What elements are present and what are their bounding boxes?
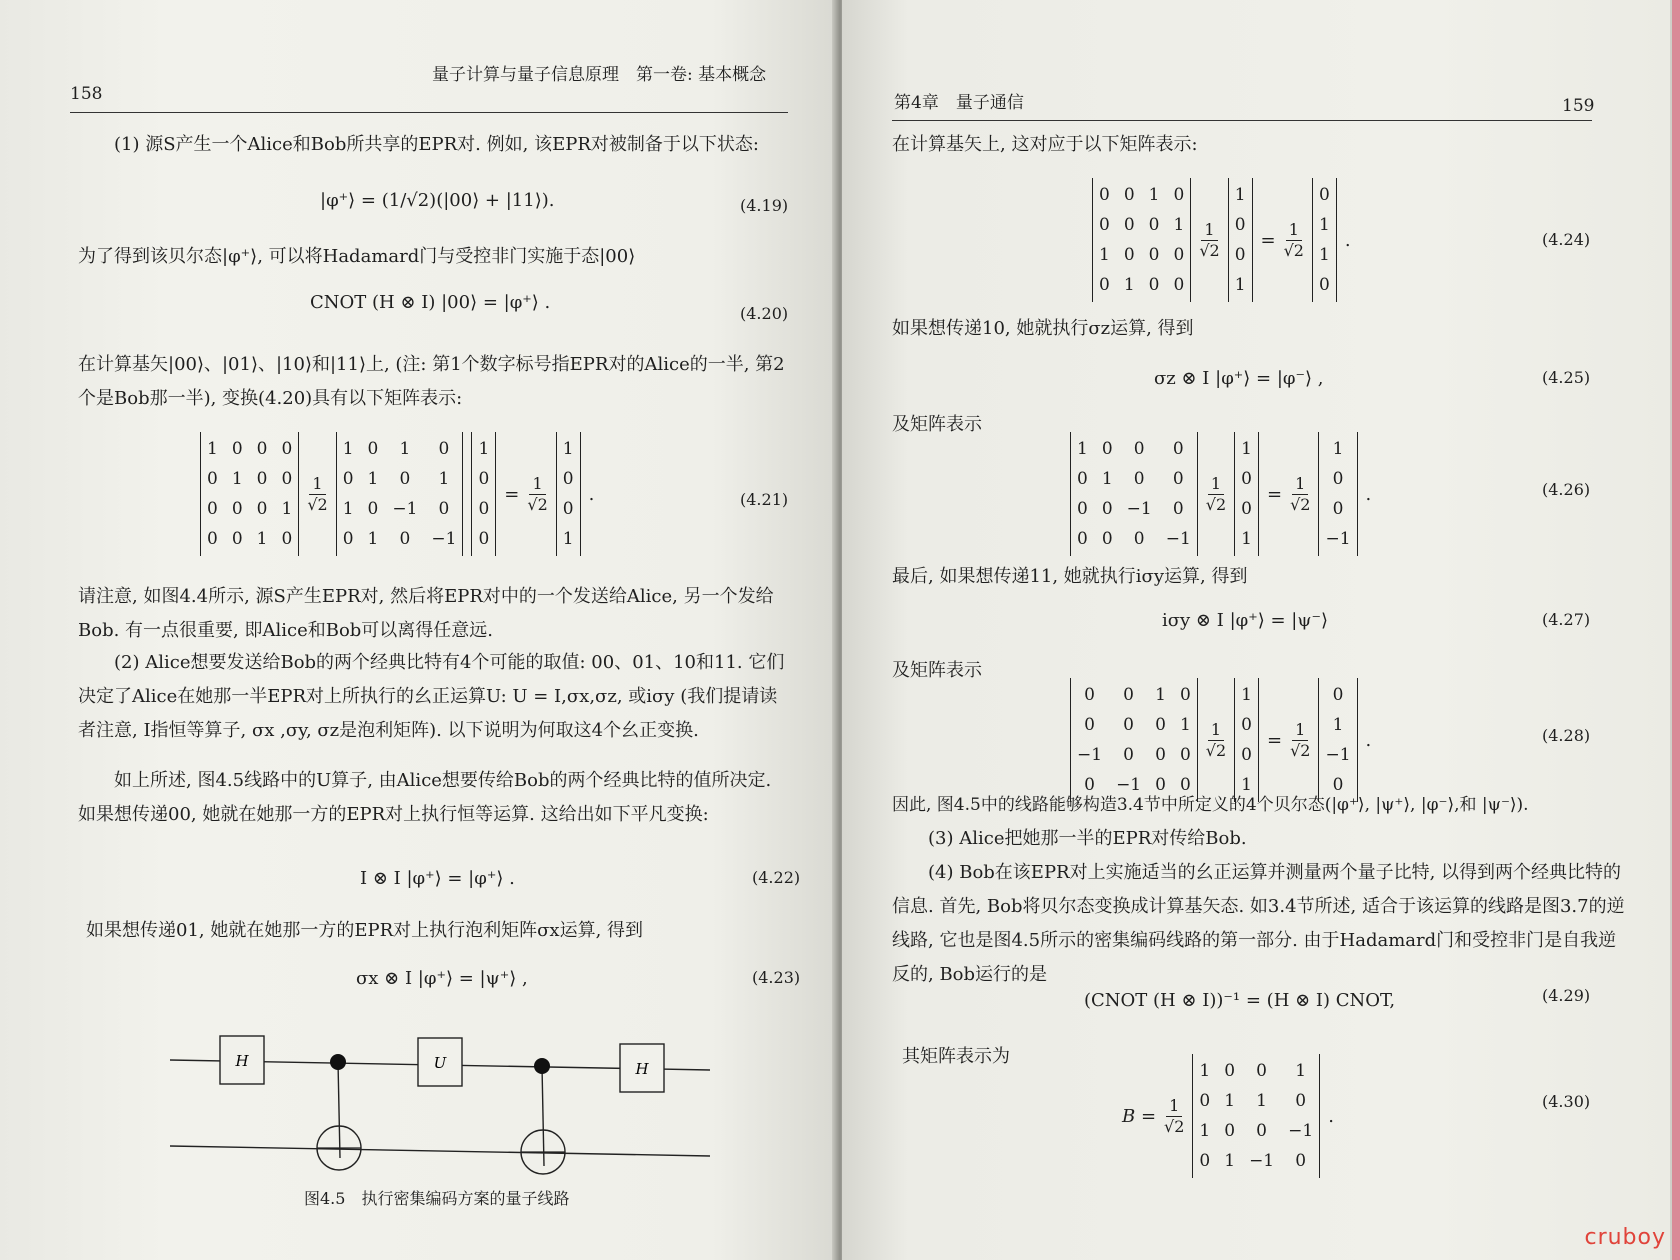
- matrix-entry: 0: [478, 529, 490, 549]
- matrix-entry: 0: [1084, 775, 1095, 795]
- matrix-entry: 1: [478, 439, 490, 459]
- matrix-entry: 0: [1123, 685, 1134, 705]
- matrix-entry: 0: [1148, 275, 1160, 295]
- matrix-entry: −1: [1325, 529, 1351, 549]
- paragraph: (2) Alice想要发送给Bob的两个经典比特有4个可能的取值: 00、01、10和11. 它们决定了Alice在她那一半EPR对上所执行的幺正运算U: U = I,σx,σz, 或iσy (我们提请读者注意, I指恒等算子, σx ,σy, σz是泡利矩阵). 以下说明为何取这4个幺正变换.: [78, 652, 785, 741]
- matrix-entry: 0: [1173, 245, 1185, 265]
- equation: iσy ⊗ I |φ⁺⟩ = |ψ⁻⟩: [1162, 610, 1328, 631]
- paragraph: 在计算基矢上, 这对应于以下矩阵表示:: [892, 134, 1198, 155]
- matrix-entry: 0: [1101, 529, 1113, 549]
- watermark: cruboy: [1584, 1225, 1666, 1250]
- matrix-entry: 0: [1101, 499, 1113, 519]
- equation-number: (4.19): [740, 196, 789, 215]
- equation-number: (4.29): [1542, 986, 1591, 1005]
- paragraph: 如果想传递10, 她就执行σz运算, 得到: [892, 318, 1194, 339]
- right-page: [842, 0, 1670, 1260]
- matrix-entry: 0: [1241, 715, 1252, 735]
- equation: I ⊗ I |φ⁺⟩ = |φ⁺⟩ .: [360, 868, 515, 889]
- vector: [471, 432, 496, 556]
- matrix-entry: 0: [1241, 499, 1252, 519]
- fraction: $\frac{1}{√2}$: [1290, 473, 1311, 514]
- matrix-entry: 0: [1077, 469, 1088, 489]
- paragraph: 为了得到该贝尔态|φ⁺⟩, 可以将Hadamard门与受控非门实施于态|00⟩: [78, 246, 636, 267]
- paragraph: 及矩阵表示: [892, 660, 982, 681]
- matrix-entry: 0: [438, 499, 450, 519]
- matrix-entry: 0: [1199, 1091, 1211, 1111]
- matrix-entry: 0: [1172, 499, 1184, 519]
- matrix-entry: 1: [1295, 1061, 1307, 1081]
- paragraph: (4) Bob在该EPR对上实施适当的幺正运算并测量两个量子比特, 以得到两个经典比特的信息. 首先, Bob将贝尔态变换成计算基矢态. 如3.4节所述, 适合于该运算的线路是图3.7的逆线路, 它也是图4.5所示的密集编码线路的第一部分. 由于Hadamard门和受控非门是自我逆反的, Bob运行的是: [892, 862, 1625, 985]
- matrix-entry: 0: [342, 469, 354, 489]
- equation-number: (4.30): [1542, 1092, 1591, 1111]
- vector: [1234, 678, 1259, 802]
- paragraph: 在计算基矢|00⟩、|01⟩、|10⟩和|11⟩上, (注: 第1个数字标号指EPR对的Alice的一半, 第2个是Bob那一半), 变换(4.20)具有以下矩阵表示:: [78, 354, 785, 409]
- matrix-entry: 0: [1241, 745, 1252, 765]
- matrix-entry: −1: [1288, 1121, 1314, 1141]
- matrix-entry: 1: [1224, 1091, 1236, 1111]
- matrix: [1070, 678, 1198, 802]
- matrix-entry: 1: [1101, 469, 1113, 489]
- matrix-entry: 1: [367, 529, 379, 549]
- matrix-entry: 0: [1295, 1151, 1307, 1171]
- matrix-entry: 0: [1179, 775, 1191, 795]
- matrix-entry: 0: [1234, 215, 1246, 235]
- paragraph: 因此, 图4.5中的线路能够构造3.4节中所定义的4个贝尔态(|φ⁺⟩, |ψ⁺⟩, |φ⁻⟩,和 |ψ⁻⟩).: [892, 795, 1529, 815]
- equation-number: (4.27): [1542, 610, 1591, 629]
- fraction: $\frac{1}{√2}$: [1283, 219, 1304, 260]
- matrix: [1192, 1054, 1320, 1178]
- matrix-entry: 1: [1148, 185, 1160, 205]
- matrix-entry: 0: [1256, 1121, 1267, 1141]
- matrix-entry: 1: [1318, 245, 1330, 265]
- matrix-entry: 0: [281, 469, 293, 489]
- paragraph: 如上所述, 图4.5线路中的U算子, 由Alice想要传给Bob的两个经典比特的值所决定. 如果想传递00, 她就在她那一方的EPR对上执行恒等运算. 这给出如下平凡变换:: [78, 770, 772, 825]
- matrix-entry: 1: [342, 439, 354, 459]
- matrix-entry: 1: [367, 469, 379, 489]
- matrix-entry: 1: [1241, 529, 1252, 549]
- matrix-entry: 0: [1123, 745, 1134, 765]
- fraction: $\frac{1}{√2}$: [527, 473, 548, 514]
- matrix-entry: 0: [1148, 215, 1160, 235]
- matrix-entry: 0: [1123, 715, 1134, 735]
- equation-number: (4.26): [1542, 480, 1591, 499]
- equation: CNOT (H ⊗ I) |00⟩ = |φ⁺⟩ .: [310, 292, 551, 313]
- matrix-entry: 1: [1077, 439, 1088, 459]
- matrix-entry: 0: [399, 469, 411, 489]
- matrix-entry: 0: [562, 469, 574, 489]
- equation-number: (4.20): [740, 304, 789, 323]
- matrix-entry: 0: [1241, 469, 1252, 489]
- matrix-entry: 0: [1179, 685, 1191, 705]
- paragraph: 最后, 如果想传递11, 她就执行iσy运算, 得到: [892, 566, 1248, 587]
- matrix-entry: 0: [1133, 529, 1145, 549]
- matrix-entry: −1: [1116, 775, 1142, 795]
- matrix-entry: 0: [1173, 275, 1185, 295]
- matrix-entry: 1: [1256, 1091, 1267, 1111]
- quantum-circuit-figure: [160, 1020, 720, 1180]
- matrix-entry: 1: [1199, 1121, 1211, 1141]
- matrix-entry: −1: [1126, 499, 1152, 519]
- matrix-equation-4-24: 0 0 1 0 0 0 0 1 1 0 0 0 0 1 0 0 $\frac{1}{√2}$ 1 0 0 1 = $\frac{1}{√2}$ 0 1 1 0 .: [1092, 178, 1351, 302]
- matrix-entry: 1: [342, 499, 354, 519]
- matrix-entry: 0: [1155, 745, 1166, 765]
- matrix-entry: 1: [1318, 215, 1330, 235]
- matrix-entry: 0: [1256, 1061, 1267, 1081]
- matrix-entry: 0: [1234, 245, 1246, 265]
- matrix-entry: 1: [399, 439, 411, 459]
- matrix-entry: 0: [1295, 1091, 1307, 1111]
- matrix-entry: 1: [1241, 685, 1252, 705]
- matrix-entry: −1: [1325, 745, 1351, 765]
- control-dot: [534, 1058, 550, 1074]
- matrix-entry: 1: [1224, 1151, 1236, 1171]
- matrix-entry: 0: [1133, 439, 1145, 459]
- matrix-entry: 0: [1224, 1061, 1236, 1081]
- equation-number: (4.22): [752, 868, 801, 887]
- matrix-entry: 0: [1101, 439, 1113, 459]
- matrix-entry: 0: [1148, 245, 1160, 265]
- matrix-entry: 0: [281, 529, 293, 549]
- matrix-entry: 0: [1133, 469, 1145, 489]
- matrix-entry: 0: [367, 439, 379, 459]
- matrix-entry: 0: [207, 529, 218, 549]
- vector: [1234, 432, 1259, 556]
- matrix-entry: 1: [1155, 685, 1166, 705]
- matrix-entry: 0: [478, 469, 490, 489]
- fraction: $\frac{1}{√2}$: [1199, 219, 1220, 260]
- matrix-entry: 1: [1199, 1061, 1211, 1081]
- matrix-entry: 0: [1077, 529, 1088, 549]
- equation-number: (4.25): [1542, 368, 1591, 387]
- matrix-entry: 1: [1234, 275, 1246, 295]
- matrix-entry: −1: [431, 529, 457, 549]
- matrix-entry: 1: [231, 469, 243, 489]
- matrix-entry: 0: [1084, 685, 1095, 705]
- matrix-entry: 0: [1084, 715, 1095, 735]
- paragraph: (1) 源S产生一个Alice和Bob所共享的EPR对. 例如, 该EPR对被制备于以下状态:: [114, 134, 759, 155]
- matrix-entry: 1: [1241, 775, 1252, 795]
- matrix-entry: 1: [1332, 715, 1344, 735]
- matrix-equation-4-21: 1 0 0 0 0 1 0 0 0 0 0 1 0 0 1 0 $\frac{1}{√2}$ 1 0 1 0 0 1 0 1 1 0 −1 0 0 1 0 −1 1 0 0 0 = $\frac{1}{√2}$ 1 0 0 1 .: [200, 432, 594, 556]
- vector: [1318, 432, 1357, 556]
- matrix: [200, 432, 299, 556]
- matrix-entry: 0: [256, 499, 268, 519]
- matrix-entry: 1: [438, 469, 450, 489]
- matrix-entry: 0: [1099, 215, 1110, 235]
- paragraph: (3) Alice把她那一半的EPR对传给Bob.: [928, 828, 1247, 849]
- left-page: [0, 0, 838, 1260]
- matrix-entry: 0: [1173, 185, 1185, 205]
- matrix-entry: 0: [207, 499, 218, 519]
- equation-number: (4.28): [1542, 726, 1591, 745]
- matrix-entry: 0: [256, 469, 268, 489]
- matrix-entry: −1: [392, 499, 418, 519]
- matrix-entry: 0: [1318, 275, 1330, 295]
- equation: (CNOT (H ⊗ I))⁻¹ = (H ⊗ I) CNOT,: [1084, 990, 1396, 1011]
- equation-number: (4.23): [752, 968, 801, 987]
- figure-caption: 图4.5 执行密集编码方案的量子线路: [304, 1189, 570, 1208]
- matrix-entry: 0: [1099, 275, 1110, 295]
- running-head: 量子计算与量子信息原理 第一卷: 基本概念: [432, 65, 767, 85]
- matrix-entry: 1: [562, 529, 574, 549]
- matrix-entry: 0: [1224, 1121, 1236, 1141]
- vector: [1228, 178, 1253, 302]
- matrix-entry: 0: [1099, 185, 1110, 205]
- matrix-entry: 1: [1332, 439, 1344, 459]
- paragraph: 请注意, 如图4.4所示, 源S产生EPR对, 然后将EPR对中的一个发送给Alice, 另一个发给Bob. 有一点很重要, 即Alice和Bob可以离得任意远.: [78, 586, 774, 641]
- paragraph: 如果想传递01, 她就在她那一方的EPR对上执行泡利矩阵σx运算, 得到: [86, 920, 644, 941]
- matrix-entry: 1: [1173, 215, 1185, 235]
- gate-label: H: [235, 1052, 249, 1070]
- paragraph: 其矩阵表示为: [902, 1046, 1010, 1067]
- matrix-entry: 1: [1234, 185, 1246, 205]
- matrix-equation-4-30: B = $\frac{1}{√2}$ 1 0 0 1 0 1 1 0 1 0 0 −1 0 1 −1 0 .: [1122, 1054, 1334, 1178]
- equation-number: (4.24): [1542, 230, 1591, 249]
- matrix-entry: 0: [256, 439, 268, 459]
- fraction: $\frac{1}{√2}$: [1205, 719, 1227, 760]
- matrix-entry: 0: [1332, 685, 1344, 705]
- matrix-entry: 0: [1155, 775, 1166, 795]
- matrix-entry: −1: [1249, 1151, 1275, 1171]
- matrix-entry: 0: [367, 499, 379, 519]
- fraction: $\frac{1}{√2}$: [307, 473, 328, 514]
- matrix-entry: 1: [207, 439, 218, 459]
- matrix-entry: 0: [1199, 1151, 1211, 1171]
- vector: [1318, 678, 1357, 802]
- matrix-entry: 0: [1332, 469, 1344, 489]
- matrix-entry: 0: [399, 529, 411, 549]
- matrix-entry: 0: [1172, 469, 1184, 489]
- matrix-entry: 0: [1172, 439, 1184, 459]
- matrix-entry: 0: [231, 499, 243, 519]
- chapter-head: 第4章 量子通信: [894, 93, 1024, 113]
- matrix-entry: 0: [342, 529, 354, 549]
- equation: |φ⁺⟩ = (1/√2)(|00⟩ + |11⟩).: [320, 190, 555, 211]
- matrix-entry: 1: [1179, 715, 1191, 735]
- matrix-entry: 0: [1155, 715, 1166, 735]
- equation: σz ⊗ I |φ⁺⟩ = |φ⁻⟩ ,: [1154, 368, 1324, 389]
- matrix-entry: 1: [1241, 439, 1252, 459]
- matrix-entry: 1: [1123, 275, 1135, 295]
- matrix-entry: 0: [1077, 499, 1088, 519]
- matrix-entry: 0: [207, 469, 218, 489]
- matrix-entry: 0: [1318, 185, 1330, 205]
- matrix-entry: 0: [562, 499, 574, 519]
- matrix: [336, 432, 464, 556]
- matrix: [1070, 432, 1198, 556]
- header-rule: [70, 112, 788, 113]
- matrix-entry: −1: [1077, 745, 1103, 765]
- matrix-entry: 0: [1332, 499, 1344, 519]
- matrix-entry: 0: [231, 529, 243, 549]
- fraction: $\frac{1}{√2}$: [1290, 719, 1311, 760]
- matrix-entry: 0: [478, 499, 490, 519]
- matrix-entry: 0: [1123, 215, 1135, 235]
- matrix-entry: 0: [1179, 745, 1191, 765]
- matrix-entry: 1: [1099, 245, 1110, 265]
- matrix-entry: 0: [231, 439, 243, 459]
- matrix-equation-4-26: 1 0 0 0 0 1 0 0 0 0 −1 0 0 0 0 −1 $\frac{1}{√2}$ 1 0 0 1 = $\frac{1}{√2}$ 1 0 0 −1 .: [1070, 432, 1371, 556]
- matrix-equation-4-28: 0 0 1 0 0 0 0 1 −1 0 0 0 0 −1 0 0 $\frac{1}{√2}$ 1 0 0 1 = $\frac{1}{√2}$ 0 1 −1 0 .: [1070, 678, 1371, 802]
- fraction: $\frac{1}{√2}$: [1205, 473, 1227, 514]
- matrix-entry: 0: [1123, 185, 1135, 205]
- equation: σx ⊗ I |φ⁺⟩ = |ψ⁺⟩ ,: [356, 968, 528, 989]
- matrix-entry: 1: [256, 529, 268, 549]
- matrix-entry: 0: [438, 439, 450, 459]
- matrix-entry: 0: [1332, 775, 1344, 795]
- vector: [556, 432, 581, 556]
- matrix-entry: 1: [281, 499, 293, 519]
- fraction: $\frac{1}{√2}$: [1164, 1095, 1185, 1136]
- page-number: 158: [70, 84, 103, 104]
- control-dot: [330, 1054, 346, 1070]
- matrix-entry: 0: [1123, 245, 1135, 265]
- page-number: 159: [1562, 96, 1595, 116]
- equation-number: (4.21): [740, 490, 789, 509]
- page-edge: [1672, 0, 1680, 1260]
- gate-label: H: [635, 1060, 649, 1078]
- gate-label: U: [433, 1054, 447, 1072]
- matrix-entry: 1: [562, 439, 574, 459]
- matrix-entry: −1: [1165, 529, 1191, 549]
- vector: [1312, 178, 1337, 302]
- paragraph: 及矩阵表示: [892, 414, 982, 435]
- matrix-entry: 0: [281, 439, 293, 459]
- matrix: [1092, 178, 1191, 302]
- header-rule: [892, 120, 1592, 121]
